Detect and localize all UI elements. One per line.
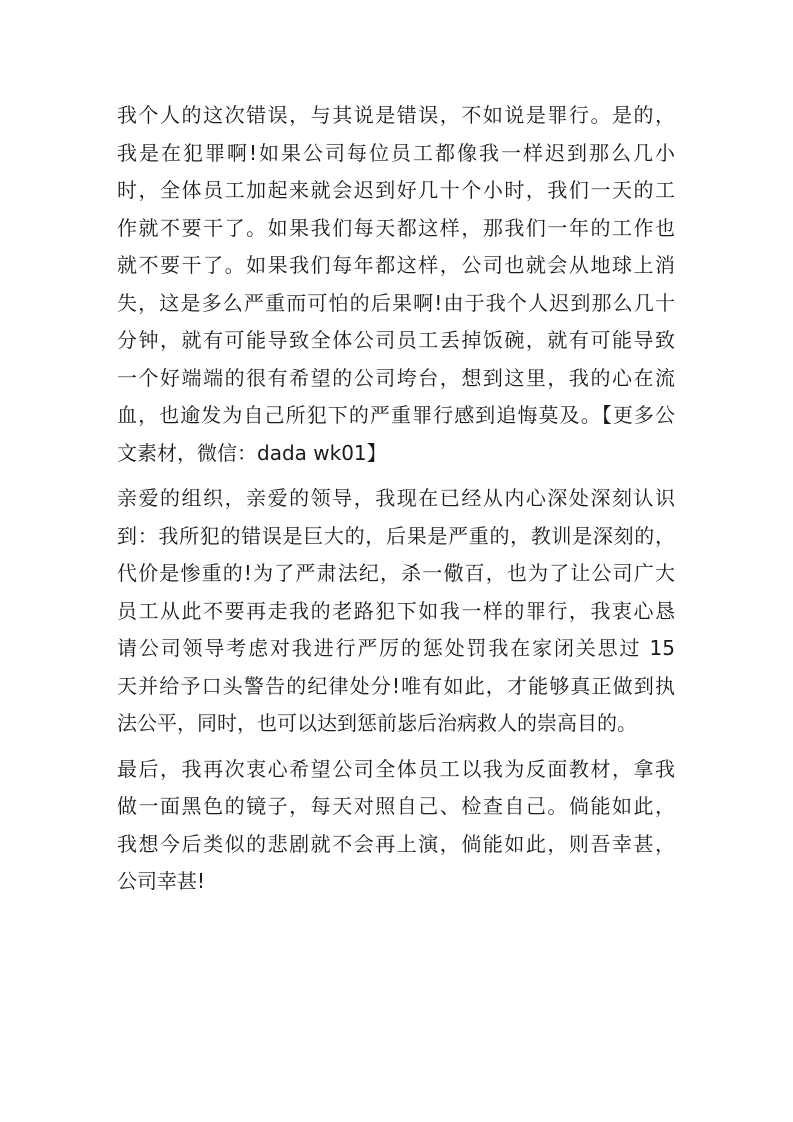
text-line: 亲爱的组织，亲爱的领导，我现在已经从内心深处深刻认识 bbox=[117, 486, 675, 510]
text-line: 代价是惨重的!为了严肃法纪，杀一儆百，也为了让公司广大 bbox=[117, 561, 675, 585]
text-line: 天并给予口头警告的纪律处分!唯有如此，才能够真正做到执 bbox=[117, 673, 675, 698]
text-line: 我个人的这次错误，与其说是错误，不如说是罪行。是的， bbox=[117, 103, 675, 127]
text-line: 公司幸甚! bbox=[117, 869, 206, 893]
paragraph-3 bbox=[117, 751, 675, 901]
text-line: 失，这是多么严重而可怕的后果啊!由于我个人迟到那么几十 bbox=[117, 290, 675, 315]
text-line: 请公司领导考虑对我进行严厉的惩处罚我在家闭关思过 15 bbox=[117, 636, 675, 660]
text-line: 作就不要干了。如果我们每天都这样，那我们一年的工作也 bbox=[117, 215, 675, 240]
text-line: 做一面黑色的镜子，每天对照自己、检查自己。倘能如此， bbox=[117, 794, 675, 818]
text-line: 员工从此不要再走我的老路犯下如我一样的罪行，我衷心恳 bbox=[117, 598, 675, 623]
text-line: 我是在犯罪啊!如果公司每位员工都像我一样迟到那么几小 bbox=[117, 140, 675, 165]
document-body bbox=[117, 97, 675, 909]
text-line: 血，也逾发为自己所犯下的严重罪行感到追悔莫及。【更多公 bbox=[117, 403, 675, 427]
text-line: 分钟，就有可能导致全体公司员工丢掉饭碗，就有可能导致 bbox=[117, 328, 675, 352]
text-line: 我想今后类似的悲剧就不会再上演，倘能如此，则吾幸甚， bbox=[117, 831, 675, 856]
text-line: 时，全体员工加起来就会迟到好几十个小时，我们一天的工 bbox=[117, 178, 675, 202]
text-line: 到：我所犯的错误是巨大的，后果是严重的，教训是深刻的， bbox=[117, 523, 675, 548]
text-line: 一个好端端的很有希望的公司垮台，想到这里，我的心在流 bbox=[117, 365, 675, 390]
text-line: 最后，我再次衷心希望公司全体员工以我为反面教材，拿我 bbox=[117, 756, 675, 781]
text-line: 法公平，同时，也可以达到惩前毖后治病救人的崇高目的。 bbox=[117, 711, 637, 735]
text-line: 文素材，微信：dada wk01】 bbox=[117, 440, 387, 465]
text-line: 就不要干了。如果我们每年都这样，公司也就会从地球上消 bbox=[117, 253, 675, 277]
paragraph-2 bbox=[117, 480, 675, 743]
paragraph-1 bbox=[117, 97, 675, 472]
